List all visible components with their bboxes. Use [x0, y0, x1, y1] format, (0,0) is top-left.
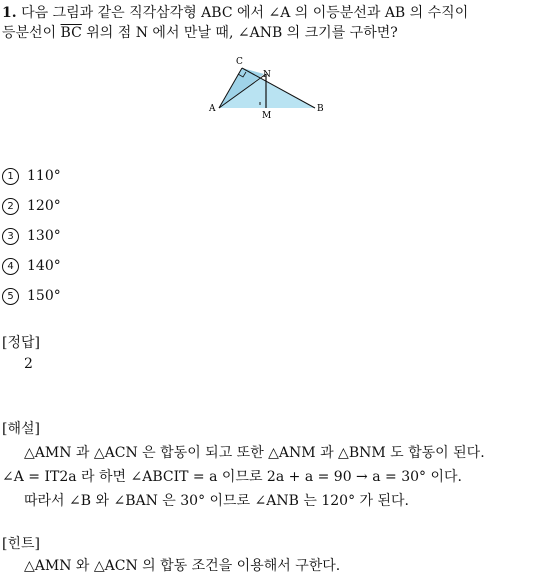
label-b: B [317, 104, 324, 114]
explanation-line-2: ∠A = IT2a 라 하면 ∠ABCIT = a 이므로 2a + a = 90 → a = 30° 이다. [2, 469, 462, 485]
question-line-2 [2, 24, 398, 42]
choice-text-2: 120° [27, 198, 61, 214]
question-text-1: 다음 그림과 같은 직각삼각형 ABC 에서 ∠A 의 이등분선과 AB 의 수직이 [21, 5, 469, 21]
choice-mark-5: 5 [2, 288, 19, 305]
question-number: 1. [2, 5, 17, 21]
label-a: A [209, 104, 216, 114]
label-n: N [263, 70, 271, 80]
choice-text-3: 130° [27, 228, 61, 244]
label-c: C [236, 57, 243, 67]
segment-bc: $\overline{BC}$ [60, 25, 82, 41]
choice-3[interactable] [2, 227, 61, 245]
choice-mark-1: 1 [2, 168, 19, 185]
choice-mark-3: 3 [2, 228, 19, 245]
choice-2[interactable] [2, 197, 61, 215]
choice-4[interactable] [2, 257, 61, 275]
choice-1[interactable] [2, 167, 61, 185]
choice-text-4: 140° [27, 258, 61, 274]
choice-text-1: 110° [27, 168, 61, 184]
explanation-line-1: △AMN 과 △ACN 은 합동이 되고 또한 △ANM 과 △BNM 도 합동이 된다. [24, 445, 485, 461]
choice-5[interactable] [2, 287, 61, 305]
answer-heading: [정답] [2, 335, 40, 351]
explanation-line-3: 따라서 ∠B 와 ∠BAN 은 30° 이므로 ∠ANB 는 120° 가 된다. [24, 493, 410, 509]
choice-mark-4: 4 [2, 258, 19, 275]
choice-text-5: 150° [27, 288, 61, 304]
question-text-2b: 위의 점 N 에서 만날 때, ∠ANB 의 크기를 구하면? [81, 25, 398, 41]
answer-value: 2 [24, 356, 33, 372]
hint-line-1: △AMN 와 △ACN 의 합동 조건을 이용해서 구한다. [24, 558, 341, 574]
label-m: M [262, 111, 272, 121]
question-line-1 [2, 4, 468, 22]
question-text-2a: 등분선이 [2, 25, 61, 41]
explanation-heading: [해설] [2, 421, 40, 437]
choice-mark-2: 2 [2, 198, 19, 215]
hint-heading: [힌트] [2, 536, 40, 552]
triangle-figure [205, 52, 335, 122]
